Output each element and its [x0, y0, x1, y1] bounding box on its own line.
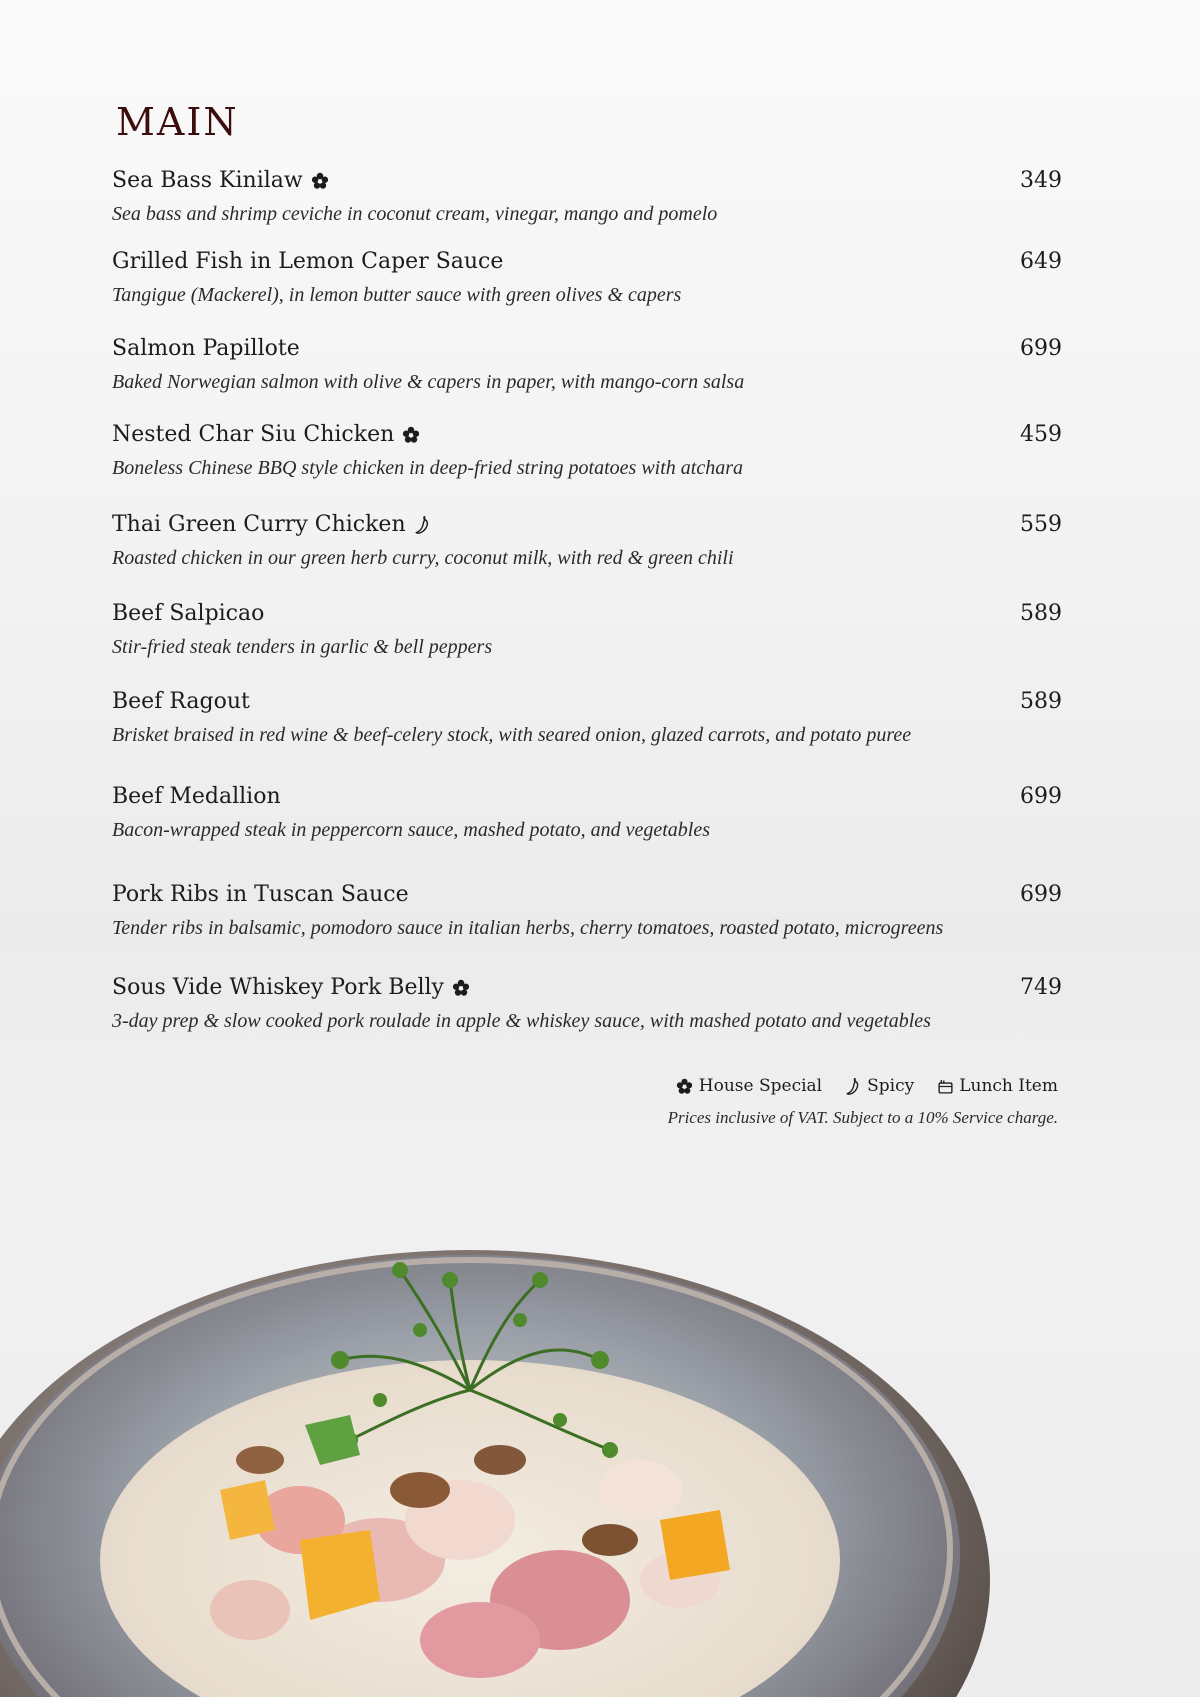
menu-item-name-group: [112, 975, 470, 1000]
menu-item-header: [112, 168, 1062, 193]
menu-item-price: 699: [1020, 882, 1062, 907]
menu-item: [112, 784, 1062, 842]
menu-item-name: Pork Ribs in Tuscan Sauce: [112, 882, 409, 907]
menu-item-description: Boneless Chinese BBQ style chicken in deep-fried string potatoes with atchara: [112, 457, 743, 479]
menu-item: [112, 512, 1062, 570]
menu-item-name: Sous Vide Whiskey Pork Belly: [112, 975, 444, 1000]
menu-item-name-group: [112, 512, 432, 537]
menu-item-description: Tangigue (Mackerel), in lemon butter sauce with green olives & capers: [112, 284, 682, 306]
menu-item-name-group: [112, 168, 329, 193]
menu-item-price: 349: [1020, 168, 1062, 193]
menu-item-name-group: [112, 422, 420, 447]
menu-item-name: Thai Green Curry Chicken: [112, 512, 406, 537]
menu-item-price: 749: [1020, 975, 1062, 1000]
menu-item: [112, 422, 1062, 480]
menu-item-price: 559: [1020, 512, 1062, 537]
section-title: MAIN: [116, 100, 239, 144]
menu-item-name: Salmon Papillote: [112, 336, 300, 361]
menu-item-name-group: [112, 249, 503, 274]
menu-item-price: 589: [1020, 689, 1062, 714]
menu-item-name: Grilled Fish in Lemon Caper Sauce: [112, 249, 504, 274]
menu-item-description: Roasted chicken in our green herb curry, coconut milk, with red & green chili: [112, 547, 734, 569]
menu-item-header: [112, 601, 1062, 626]
menu-item: [112, 601, 1062, 659]
menu-item: [112, 336, 1062, 394]
menu-item-header: [112, 882, 1062, 907]
house-special-icon: [676, 1077, 694, 1095]
house-special-icon: [452, 979, 470, 997]
menu-item-price: 459: [1020, 422, 1062, 447]
menu-item-name: Beef Ragout: [112, 689, 250, 714]
menu-item-name: Beef Medallion: [112, 784, 281, 809]
menu-item: [112, 975, 1062, 1033]
menu-item-name-group: [112, 882, 409, 907]
menu-item: [112, 882, 1062, 940]
menu-item-price: 649: [1020, 249, 1062, 274]
menu-item-description: Tender ribs in balsamic, pomodoro sauce in italian herbs, cherry tomatoes, roasted potato, microgreens: [112, 917, 944, 939]
menu-item: [112, 689, 1062, 747]
menu-item-header: [112, 784, 1062, 809]
legend-spicy-label: Spicy: [867, 1076, 915, 1096]
menu-item-description: Baked Norwegian salmon with olive & capers in paper, with mango-corn salsa: [112, 371, 745, 393]
menu-item-price: 589: [1020, 601, 1062, 626]
ceviche-bowl-photo: [0, 1160, 1200, 1697]
legend-lunch-item-label: Lunch Item: [959, 1076, 1058, 1096]
menu-item-name: Nested Char Siu Chicken: [112, 422, 395, 447]
menu-item-name-group: [112, 784, 281, 809]
chili-icon: [414, 516, 432, 534]
menu-item-description: Bacon-wrapped steak in peppercorn sauce, mashed potato, and vegetables: [112, 819, 711, 841]
menu-item-name-group: [112, 601, 264, 626]
menu-item: [112, 168, 1062, 226]
menu-item-header: [112, 975, 1062, 1000]
menu-item-name-group: [112, 336, 300, 361]
menu-item-description: Sea bass and shrimp ceviche in coconut cream, vinegar, mango and pomelo: [112, 203, 718, 225]
icon-legend: [676, 1076, 1058, 1096]
chili-icon: [844, 1077, 862, 1095]
menu-item-header: [112, 512, 1062, 537]
menu-item-header: [112, 336, 1062, 361]
legend-house-special: [676, 1076, 822, 1096]
lunch-box-icon: [936, 1077, 954, 1095]
legend-lunch-item: [936, 1076, 1058, 1096]
menu-item-price: 699: [1020, 336, 1062, 361]
menu-item-price: 699: [1020, 784, 1062, 809]
menu-item-name: Beef Salpicao: [112, 601, 265, 626]
menu-item-description: 3-day prep & slow cooked pork roulade in apple & whiskey sauce, with mashed potato and vegetables: [112, 1010, 931, 1032]
vat-service-note: Prices inclusive of VAT. Subject to a 10% Service charge.: [667, 1108, 1058, 1127]
menu-item-header: [112, 249, 1062, 274]
house-special-icon: [402, 426, 420, 444]
menu-item-name-group: [112, 689, 250, 714]
menu-item-name: Sea Bass Kinilaw: [112, 168, 303, 193]
menu-item: [112, 249, 1062, 307]
menu-item-description: Stir-fried steak tenders in garlic & bell peppers: [112, 636, 493, 658]
legend-spicy: [844, 1076, 914, 1096]
menu-item-description: Brisket braised in red wine & beef-celery stock, with seared onion, glazed carrots, and potato puree: [112, 724, 912, 746]
legend-house-special-label: House Special: [698, 1076, 823, 1096]
house-special-icon: [311, 172, 329, 190]
menu-item-header: [112, 422, 1062, 447]
menu-item-header: [112, 689, 1062, 714]
